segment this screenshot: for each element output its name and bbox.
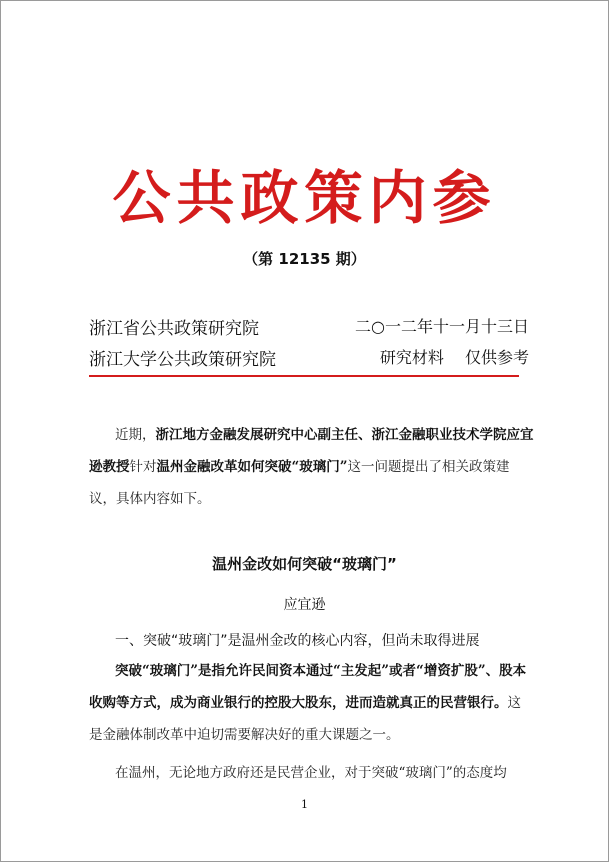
intro-author-desc: 浙江地方金融发展研究中心副主任、浙江金融职业技术学院应宜逊教授 [89, 427, 534, 475]
masthead-title: 公共政策内参 [112, 164, 497, 232]
intro-paragraph [89, 419, 534, 515]
body1-strong: 突破“玻璃门”是指允许民间资本通过“主发起”或者“增资扩股”、股本收购等方式，成为商业银行的控股大股东，进而造就真正的民营银行。 [89, 663, 527, 711]
issue-number: （第 12135 期） [243, 250, 366, 268]
issue-date: 二○一二年十一月十三日 [355, 317, 529, 336]
section-heading-1: 一、突破“玻璃门”是温州金改的核心内容，但尚未取得进展 [115, 633, 480, 649]
org-name-1: 浙江省公共政策研究院 [89, 319, 259, 339]
intro-topic: 温州金融改革如何突破“玻璃门” [156, 459, 348, 475]
body-paragraph-2: 在温州，无论地方政府还是民营企业，对于突破“玻璃门”的态度均 [115, 765, 507, 781]
red-divider [89, 375, 519, 377]
usage-note: 研究材料 仅供参考 [379, 348, 529, 367]
intro-lead: 近期， [115, 427, 156, 443]
body-paragraph-1 [89, 655, 534, 751]
body1-rest: 这是金融体制改革中迫切需要解决好的重大课题之一。 [89, 695, 521, 743]
article-author: 应宜逊 [283, 597, 326, 613]
org-name-2: 浙江大学公共政策研究院 [89, 350, 276, 370]
intro-mid: 针对 [129, 459, 157, 475]
intro-tail: 这一问题提出了相关政策建议，具体内容如下。 [89, 459, 510, 507]
page-number: 1 [301, 798, 308, 811]
article-title: 温州金改如何突破“玻璃门” [212, 555, 397, 573]
